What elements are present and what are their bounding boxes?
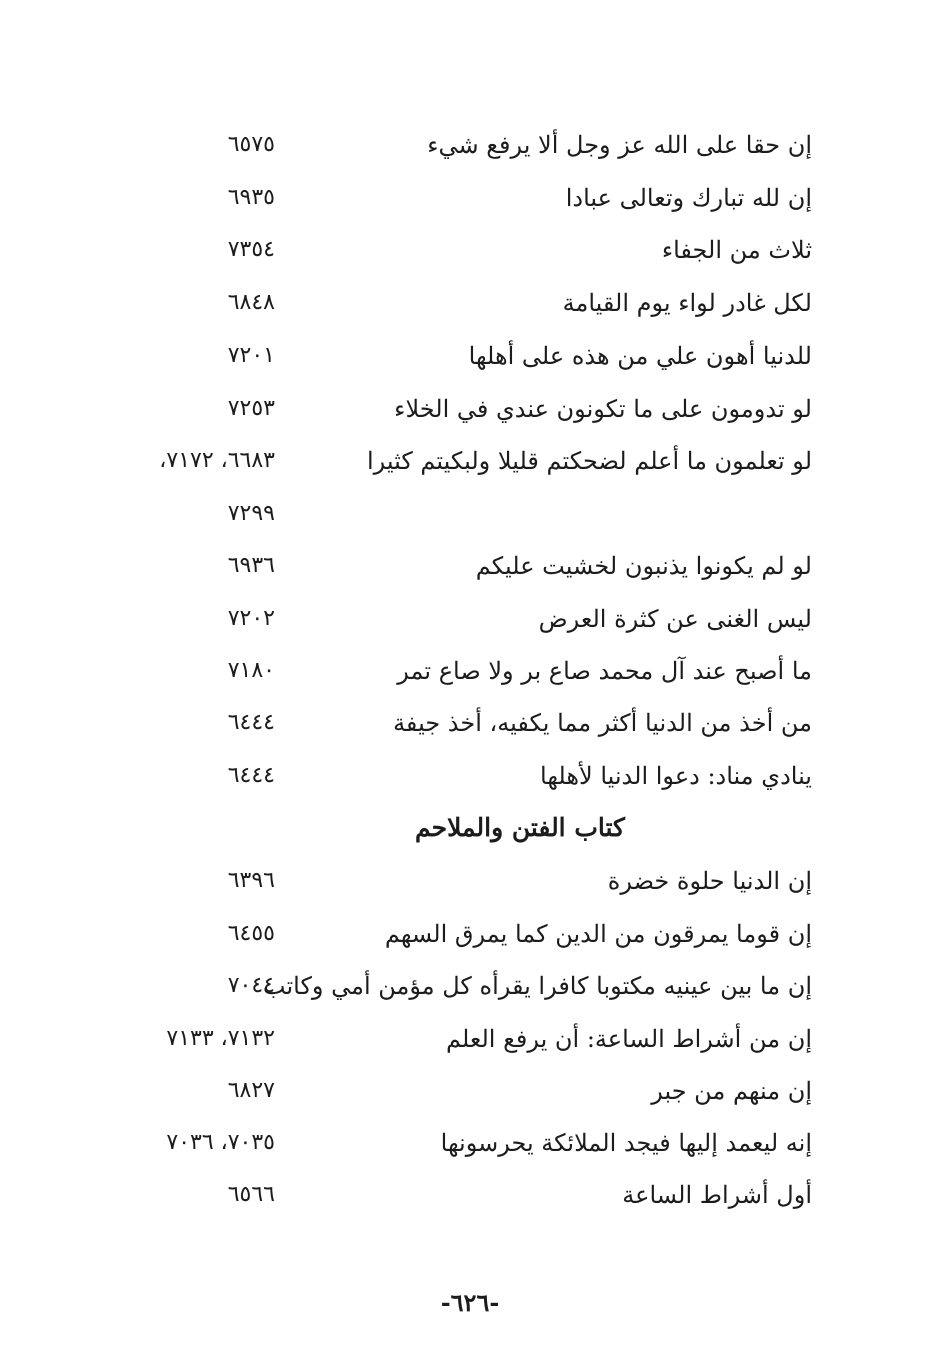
hadith-numbers: ٦٩٣٥: [227, 185, 275, 210]
index-entry: [100, 546, 812, 586]
section-heading: كتاب الفتن والملاحم: [415, 813, 625, 842]
index-entry: [100, 861, 812, 901]
hadith-text: ليس الغنى عن كثرة العرض: [538, 605, 812, 633]
hadith-text: إن حقا على الله عز وجل ألا يرفع شيء: [427, 131, 812, 159]
hadith-numbers: ٦٣٩٦: [227, 868, 275, 893]
index-entry: [100, 1019, 812, 1059]
index-entry: [100, 651, 812, 691]
hadith-text: إن منهم من جبر: [651, 1077, 812, 1105]
index-entry: [100, 966, 812, 1006]
index-entry: [100, 1175, 812, 1215]
index-entry: [100, 283, 812, 323]
hadith-numbers: ٧٣٥٤: [227, 237, 275, 262]
index-entry: [100, 599, 812, 639]
hadith-numbers: ٧٢٠١: [227, 343, 275, 368]
hadith-text: إن لله تبارك وتعالى عبادا: [565, 184, 812, 212]
index-entry: [100, 441, 812, 481]
hadith-text: لو تدومون على ما تكونون عندي في الخلاء: [394, 395, 812, 423]
hadith-numbers: ٧٢٩٩: [227, 501, 275, 526]
index-entry: [100, 914, 812, 954]
hadith-numbers: ٧٠٣٥، ٧٠٣٦: [166, 1130, 275, 1155]
hadith-text: إن قوما يمرقون من الدين كما يمرق السهم: [384, 920, 812, 948]
hadith-text: من أخذ من الدنيا أكثر مما يكفيه، أخذ جيفة: [393, 709, 812, 737]
hadith-numbers: ٦٦٨٣، ٧١٧٢،: [159, 448, 275, 473]
hadith-text: إنه ليعمد إليها فيجد الملائكة يحرسونها: [440, 1129, 812, 1157]
hadith-numbers: ٧١٨٠: [227, 658, 275, 683]
hadith-text: للدنيا أهون علي من هذه على أهلها: [468, 342, 812, 370]
hadith-numbers: ٦٨٤٨: [227, 290, 275, 315]
hadith-text: لو لم يكونوا يذنبون لخشيت عليكم: [475, 552, 812, 580]
hadith-numbers: ٦٤٤٤: [227, 710, 275, 735]
hadith-numbers: ٦٥٦٦: [227, 1182, 275, 1207]
hadith-text: ثلاث من الجفاء: [661, 236, 812, 264]
index-entry: [100, 1123, 812, 1163]
hadith-numbers: ٧١٣٢، ٧١٣٣: [166, 1026, 275, 1051]
hadith-text: إن الدنيا حلوة خضرة: [607, 867, 812, 895]
hadith-text: إن ما بين عينيه مكتوبا كافرا يقرأه كل مؤمن أمي وكاتب: [262, 972, 812, 1000]
hadith-text: إن من أشراط الساعة: أن يرفع العلم: [446, 1025, 812, 1053]
index-entry: [100, 230, 812, 270]
index-entry-continuation: [100, 494, 812, 534]
hadith-numbers: ٧٢٥٣: [227, 396, 275, 421]
index-entry: [100, 756, 812, 796]
hadith-text: أول أشراط الساعة: [622, 1181, 812, 1209]
index-entry: [100, 178, 812, 218]
index-entry: [100, 125, 812, 165]
hadith-numbers: ٦٨٢٧: [227, 1078, 275, 1103]
hadith-numbers: ٦٩٣٦: [227, 553, 275, 578]
hadith-numbers: ٧٢٠٢: [227, 606, 275, 631]
index-entry: [100, 703, 812, 743]
hadith-numbers: ٧٠٤٤: [227, 973, 275, 998]
hadith-text: لكل غادر لواء يوم القيامة: [562, 289, 812, 317]
index-entry: [100, 1071, 812, 1111]
hadith-numbers: ٦٤٥٥: [227, 921, 275, 946]
hadith-text: ما أصبح عند آل محمد صاع بر ولا صاع تمر: [397, 657, 812, 685]
index-entry: [100, 336, 812, 376]
index-entry: [100, 389, 812, 429]
hadith-text: ينادي مناد: دعوا الدنيا لأهلها: [540, 762, 812, 790]
hadith-text: لو تعلمون ما أعلم لضحكتم قليلا ولبكيتم كثيرا: [366, 447, 812, 475]
page-number: -٦٢٦-: [440, 1288, 500, 1317]
hadith-numbers: ٦٥٧٥: [227, 132, 275, 157]
hadith-numbers: ٦٤٤٤: [227, 763, 275, 788]
